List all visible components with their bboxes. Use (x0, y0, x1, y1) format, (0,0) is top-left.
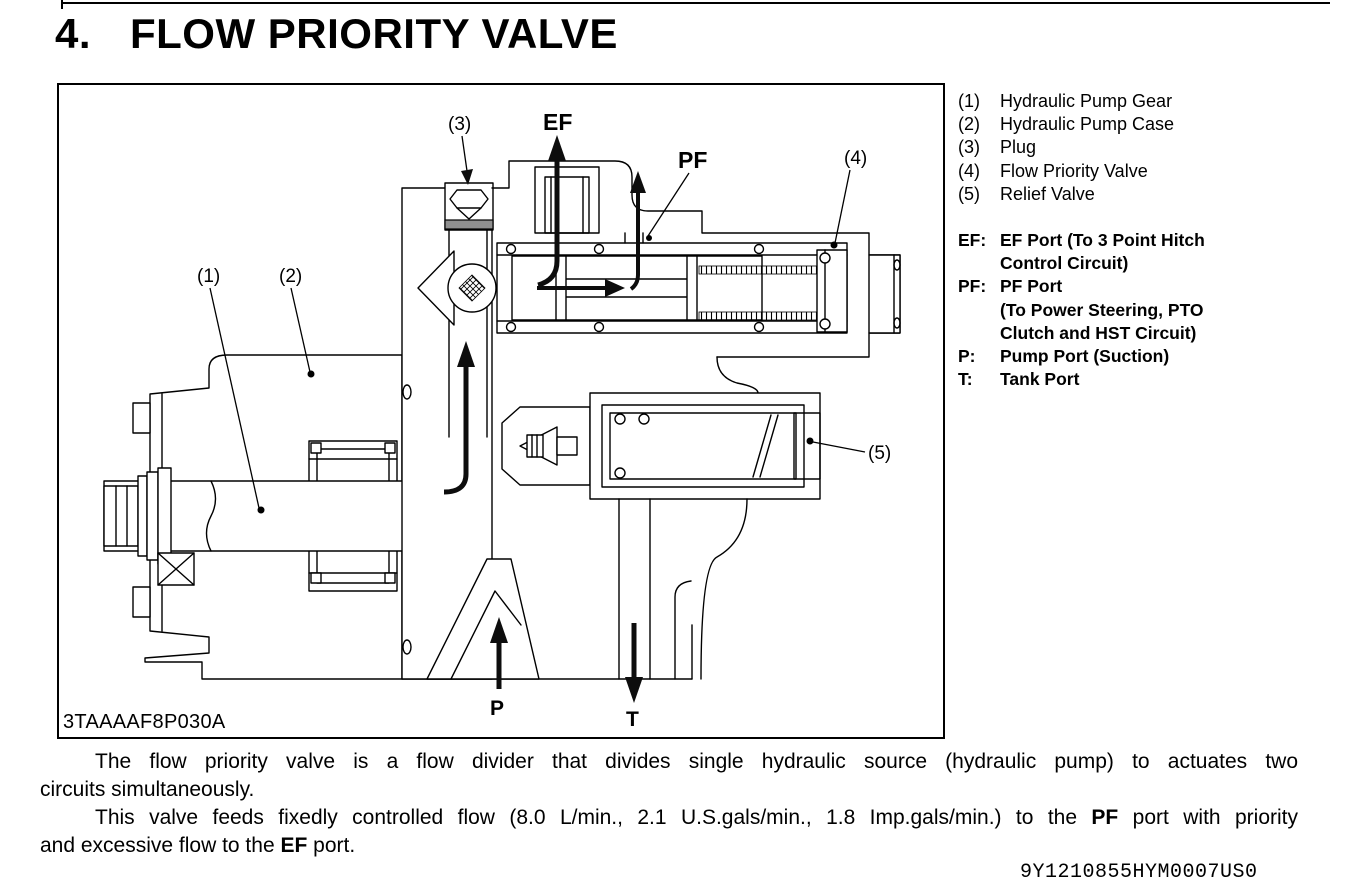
relief-valve (502, 393, 820, 499)
legend-item (958, 113, 1174, 136)
legend-label: Relief Valve (1000, 183, 1095, 204)
pf-bold: PF (1091, 806, 1119, 829)
port-definition-row (958, 368, 1205, 391)
legend-label: Plug (1000, 137, 1037, 158)
port-line: Control Circuit) (1000, 253, 1129, 274)
callout-3 (448, 114, 473, 185)
page-title: FLOW PRIORITY VALVE (130, 10, 618, 57)
legend-key: (5) (958, 183, 980, 204)
tank-port-arrow (625, 623, 643, 703)
port-definitions (958, 229, 1205, 391)
document-code: 9Y1210855HYM0007US0 (1020, 861, 1258, 884)
t-port-label: T (626, 708, 639, 731)
callout-3-label: (3) (448, 114, 472, 135)
legend-list (958, 90, 1174, 206)
callout-4-label: (4) (844, 148, 868, 169)
tank-passage (619, 499, 747, 679)
port-definition-row (958, 252, 1205, 275)
legend-item (958, 90, 1174, 113)
pf-port-label: PF (678, 147, 708, 173)
legend-label: Hydraulic Pump Gear (1000, 91, 1173, 111)
body-text (40, 748, 1298, 860)
body-paragraph-1-line-1: The flow priority valve is a flow divider that divides single hydraulic source (hydraulic pump) to actuates two (95, 750, 1298, 773)
section-number: 4. (55, 10, 92, 57)
callout-2-label: (2) (279, 266, 303, 287)
callout-1-label: (1) (197, 266, 221, 287)
body-paragraph-1-line-2: circuits simultaneously. (40, 778, 255, 801)
port-key: P: (958, 346, 976, 367)
p-port-label: P (490, 697, 505, 720)
callout-5-label: (5) (868, 443, 892, 464)
legend-key: (1) (958, 91, 980, 111)
plug (445, 183, 493, 230)
port-line: PF Port (1000, 276, 1063, 297)
port-line: Clutch and HST Circuit) (1000, 322, 1197, 343)
ef-bold: EF (280, 834, 308, 857)
valve-cross-section-diagram (59, 85, 943, 737)
port-definition-row (958, 322, 1205, 345)
legend-item (958, 183, 1174, 206)
legend-key: (4) (958, 160, 980, 181)
top-rule (62, 2, 1330, 4)
port-definition-row (958, 229, 1205, 252)
port-key: PF: (958, 276, 987, 297)
legend-label: Flow Priority Valve (1000, 160, 1148, 181)
legend-key: (2) (958, 114, 980, 135)
figure-code: 3TAAAAF8P030A (63, 711, 226, 733)
figure-frame (57, 83, 945, 739)
port-definition-row (958, 275, 1205, 298)
legend-key: (3) (958, 137, 980, 158)
body-paragraph-2-line-2: and excessive flow to the EF port. (40, 834, 356, 857)
port-definition-row (958, 345, 1205, 368)
legend-label: Hydraulic Pump Case (1000, 114, 1175, 135)
section-heading (55, 10, 618, 58)
legend-item (958, 160, 1174, 183)
body-paragraph-2-line-1: This valve feeds fixedly controlled flow (8.0 L/min., 2.1 U.S.gals/min., 1.8 Imp.gals/min.) to the PF port with priority (95, 806, 1298, 829)
port-definition-row (958, 299, 1205, 322)
port-line: EF Port (To 3 Point Hitch (1000, 230, 1205, 250)
port-key: EF: (958, 230, 987, 250)
port-line: (To Power Steering, PTO (1000, 299, 1204, 320)
legend-item (958, 136, 1174, 159)
port-line: Pump Port (Suction) (1000, 346, 1170, 367)
port-line: Tank Port (1000, 369, 1080, 390)
ef-port-label: EF (543, 109, 573, 135)
port-key: T: (958, 369, 973, 390)
